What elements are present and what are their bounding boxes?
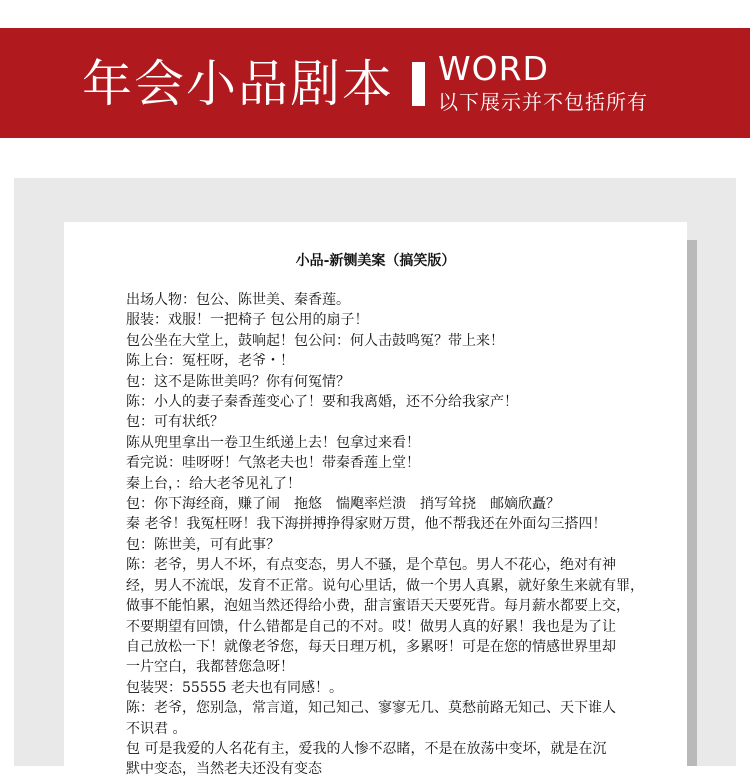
document-line: 不要期望有回馈，什么错都是自己的不对。哎！做男人真的好累！我也是为了让 (126, 618, 616, 635)
document-line: 陈：老爷，男人不坏，有点变态，男人不骚，是个草包。男人不花心，绝对有神 (126, 557, 616, 574)
document-line: 包公坐在大堂上，鼓响起！包公问：何人击鼓鸣冤？带上来！ (126, 332, 504, 349)
document-line: 自己放松一下！就像老爷您，每天日理万机，多累呀！可是在您的情感世界里却 (126, 638, 616, 655)
banner-word-label: WORD (438, 49, 549, 88)
document-line: 服装：戏服！一把椅子 包公用的扇子！ (126, 312, 369, 329)
document-line: 默中变态，当然老夫还没有变态 (126, 761, 322, 778)
document-line: 包 可是我爱的人名花有主，爱我的人惨不忍睹，不是在放荡中变坏，就是在沉 (126, 740, 607, 757)
document-line: 陈从兜里拿出一卷卫生纸递上去！包拿过来看！ (126, 434, 420, 451)
document-body (126, 290, 644, 780)
banner-title: 年会小品剧本 (82, 55, 394, 113)
document-line: 包装哭：55555 老夫也有同感！。 (126, 679, 343, 696)
document-line: 陈：小人的妻子秦香莲变心了！要和我离婚，还不分给我家产！ (126, 394, 518, 411)
document-line: 不识君 。 (126, 720, 187, 737)
document-page (64, 222, 687, 778)
document-line: 陈上台：冤枉呀，老爷・！ (126, 353, 294, 370)
document-line: 包：这不是陈世美吗？你有何冤情？ (126, 373, 350, 390)
document-line: 出场人物：包公、陈世美、秦香莲。 (126, 292, 350, 308)
document-line: 做事不能怕累，泡妞当然还得给小费，甜言蜜语天天要死背。每月薪水都要上交， (126, 598, 630, 615)
document-line: 陈：老爷，您别急，常言道，知己知己、寥寥无几、莫愁前路无知己、天下谁人 (126, 700, 616, 717)
document-line: 一片空白，我都替您急呀！ (126, 659, 294, 676)
banner-subtitle: 以下展示并不包括所有 (438, 90, 648, 114)
document-line: 包：陈世美，可有此事？ (126, 536, 280, 553)
document-line: 秦 老爷！我冤枉呀！我下海拼搏挣得家财万贯，他不帮我还在外面勾三搭四！ (126, 516, 607, 533)
document-title: 小品-新铡美案（搞笑版） (295, 253, 456, 269)
document-line: 秦上台，：给大老爷见礼了！ (126, 475, 301, 492)
banner-divider (412, 62, 425, 106)
document-line: 看完说：哇呀呀！气煞老夫也！带秦香莲上堂！ (126, 455, 420, 472)
header-banner (0, 28, 750, 138)
document-line: 经，男人不流氓，发育不正常。说句心里话，做一个男人真累，就好象生来就有罪， (126, 577, 644, 594)
document-line: 包：可有状纸？ (126, 414, 224, 431)
page-shadow (687, 240, 697, 766)
document-line: 包：你下海经商，赚了闹 拖悠 惴飑率烂溃 捎写耸挠 邮嫡欣矗？ (126, 496, 560, 513)
